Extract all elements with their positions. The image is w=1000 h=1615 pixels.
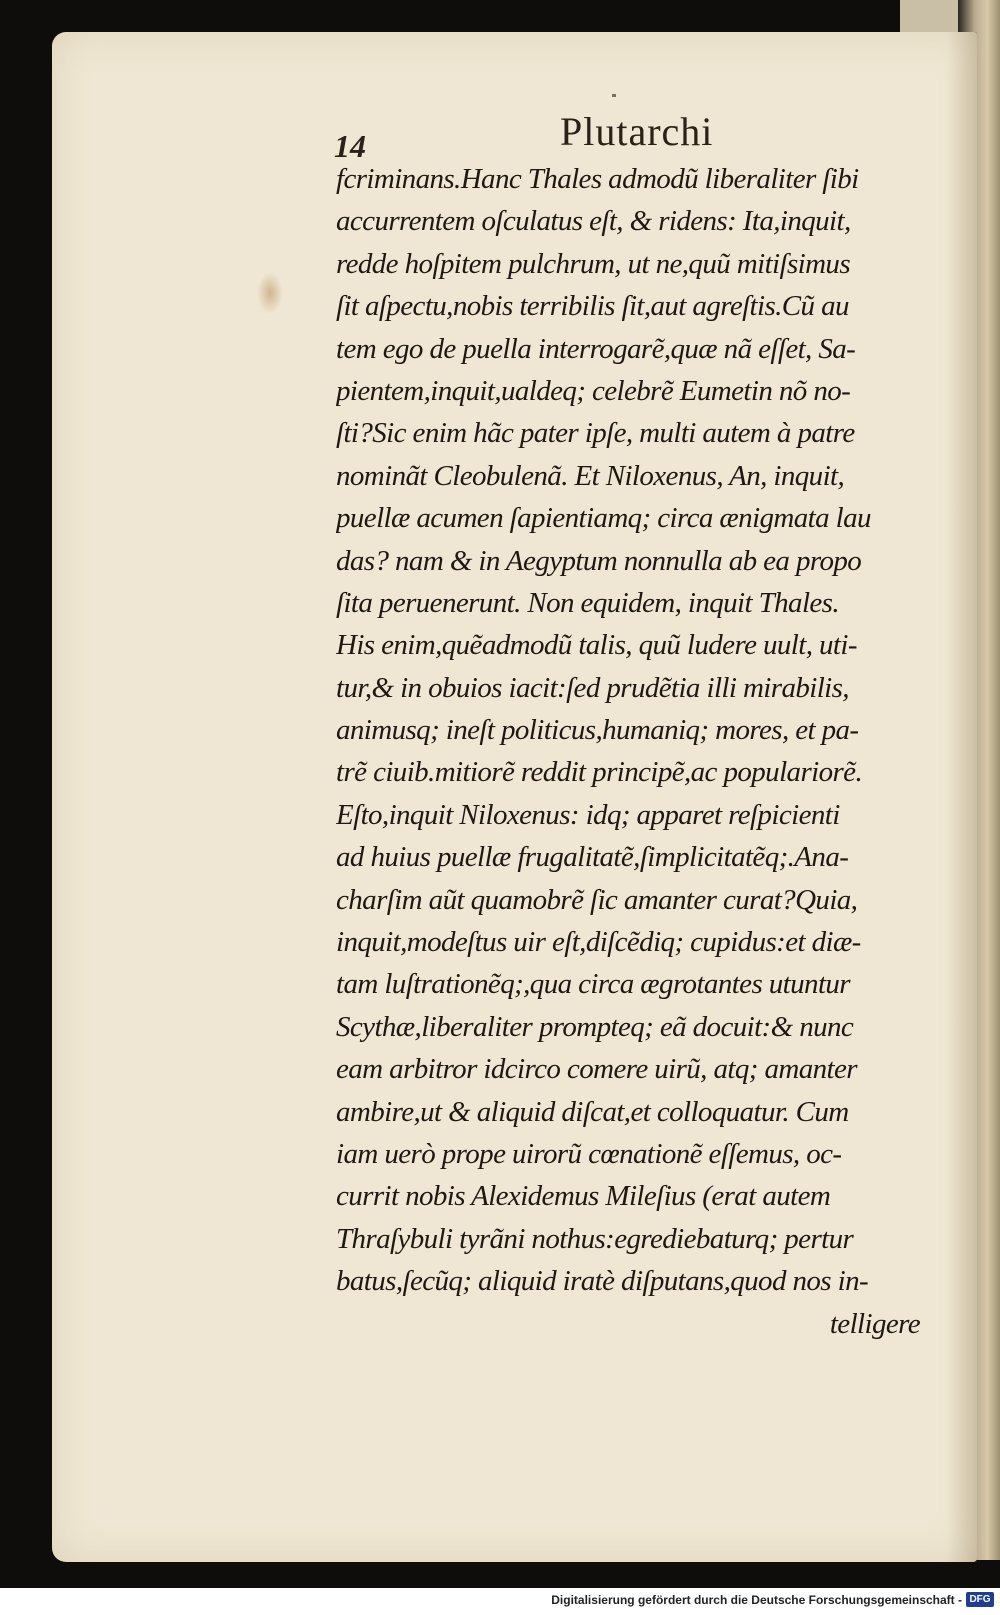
footer-credit: Digitalisierung gefördert durch die Deutsche Forschungsgemeinschaft -	[551, 1593, 962, 1607]
text-line: Thraſybuli tyrãni nothus:egrediebaturq; pertur	[336, 1222, 854, 1255]
text-line: redde hoſpitem pulchrum, ut ne,quũ mitiſsimus	[336, 247, 851, 280]
text-line: das? nam & in Aegyptum nonnulla ab ea propo	[336, 544, 862, 577]
text-line: currit nobis Alexidemus Mileſius (erat autem	[336, 1180, 831, 1213]
text-line: batus,ſecũq; aliquid iratè diſputans,quod nos in-	[336, 1265, 869, 1298]
text-line: animusq; ineſt politicus,humaniq; mores, et pa-	[336, 714, 859, 747]
text-line: puellæ acumen ſapientiamq; circa ænigmata lau	[336, 502, 871, 535]
text-line: inquit,modeſtus uir eſt,diſcẽdiq; cupidus:et diæ-	[336, 926, 861, 959]
text-line: charſim aũt quamobrẽ ſic amanter curat?Quia,	[336, 883, 858, 916]
text-line: iam uerò prope uirorũ cœnationẽ eſſemus, oc-	[336, 1137, 842, 1170]
text-line: trẽ ciuib.mitiorẽ reddit principẽ,ac populariorẽ.	[336, 756, 863, 789]
text-line: pientem,inquit,ualdeq; celebrẽ Eumetin nõ no-	[336, 374, 851, 407]
paper-stain	[257, 272, 283, 314]
page-edge-shadow	[947, 32, 977, 1562]
text-line: Eſto,inquit Niloxenus: idq; apparet reſpicienti	[336, 798, 840, 831]
text-line: ad huius puellæ frugalitatẽ,ſimplicitatẽq;.Ana-	[336, 841, 849, 874]
text-line: nominãt Cleobulenã. Et Niloxenus, An, inquit,	[336, 459, 845, 492]
text-line: His enim,quẽadmodũ talis, quũ ludere uult, uti-	[336, 629, 857, 662]
digitization-footer	[0, 1588, 1000, 1615]
running-head: Plutarchi	[560, 109, 714, 154]
text-line: tur,& in obuios iacit:ſed prudẽtia illi mirabilis,	[336, 671, 849, 704]
text-line: ſit aſpectu,nobis terribilis ſit,aut agreſtis.Cũ au	[336, 290, 849, 323]
text-line: ambire,ut & aliquid diſcat,et colloquatur. Cum	[336, 1095, 849, 1128]
body-text	[336, 158, 926, 1345]
text-line: accurrentem oſculatus eſt, & ridens: Ita,inquit,	[336, 205, 851, 238]
text-line: Scythæ,liberaliter prompteq; eã docuit:& nunc	[336, 1010, 854, 1043]
text-line: telligere	[829, 1307, 920, 1340]
ink-speck	[612, 94, 616, 97]
text-line: tem ego de puella interrogarẽ,quæ nã eſſet, Sa-	[336, 332, 856, 365]
dfg-logo: DFG	[966, 1592, 994, 1607]
text-line: fcriminans.Hanc Thales admodũ liberaliter ſibi	[336, 163, 859, 195]
text-line: eam arbitror idcirco comere uirũ, atq; amanter	[336, 1053, 857, 1086]
text-line: tam luſtrationẽq;,qua circa ægrotantes utuntur	[336, 968, 850, 1001]
text-line: ſti?Sic enim hãc pater ipſe, multi autem à patre	[336, 417, 855, 450]
page-number: 14	[334, 128, 366, 164]
text-line: ſita peruenerunt. Non equidem, inquit Thales.	[336, 586, 840, 619]
